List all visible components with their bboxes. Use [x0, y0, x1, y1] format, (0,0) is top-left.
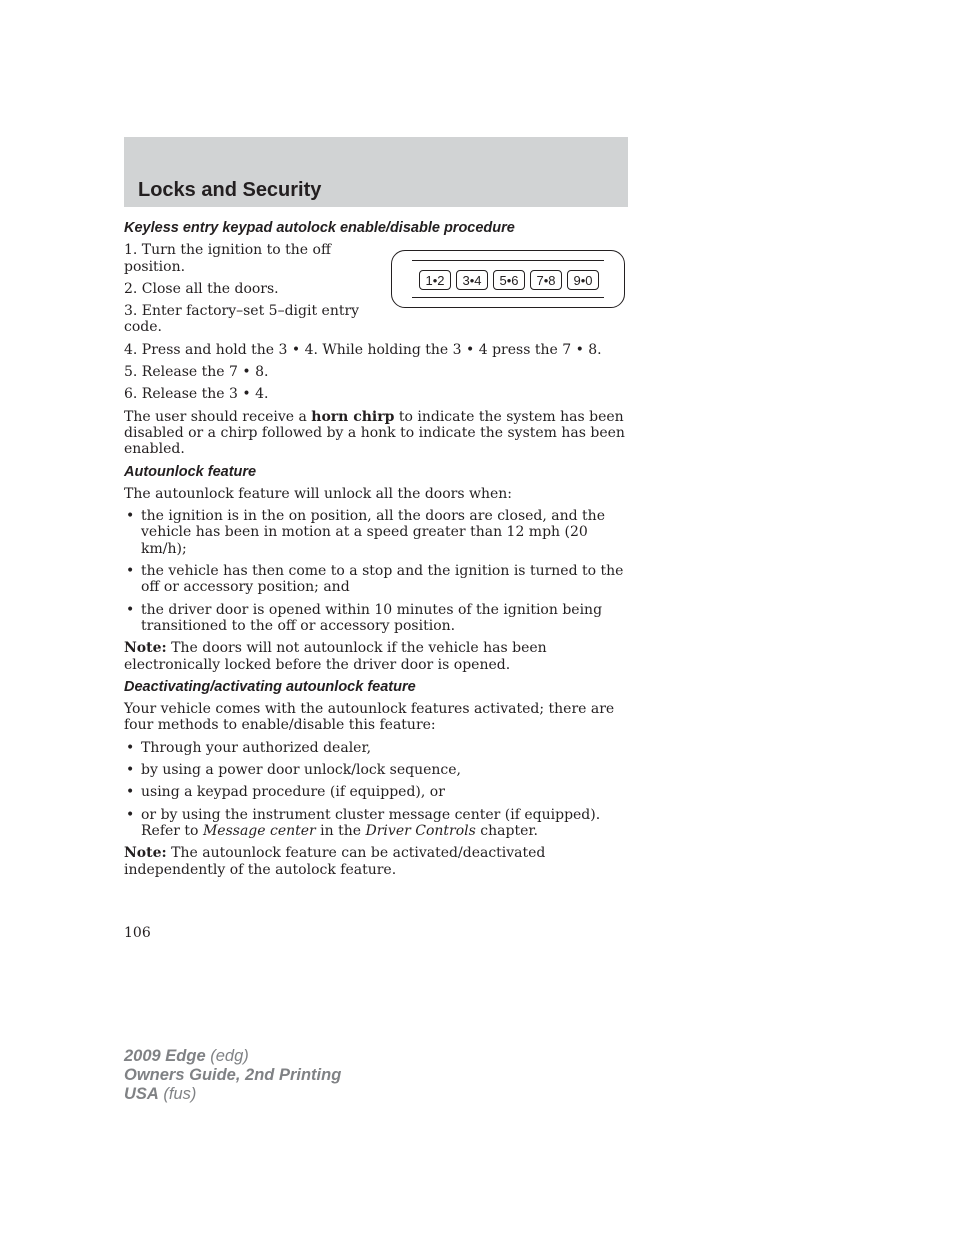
autounlock-intro: The autounlock feature will unlock all the doors when: — [124, 485, 512, 502]
step-2: 2. Close all the doors. — [124, 280, 279, 297]
autounlock-condition-2: • the vehicle has then come to a stop and the ignition is turned to the off or accessory position; and — [124, 563, 628, 596]
step-3: 3. Enter factory–set 5–digit entry code. — [124, 303, 360, 336]
footer-line-1 — [124, 1047, 341, 1066]
step-6: 6. Release the 3 • 4. — [124, 386, 269, 403]
method-4-mid: in the — [315, 822, 366, 839]
steps-top — [124, 242, 364, 335]
result-text-pre: The user should receive a — [124, 408, 312, 425]
step-1: 1. Turn the ignition to the off position. — [124, 242, 331, 275]
method-4 — [124, 807, 628, 840]
message-center-ref: Message center — [202, 822, 316, 839]
method-2: • by using a power door unlock/lock sequence, — [124, 762, 628, 778]
note-label-2: Note: — [124, 845, 167, 862]
result-text-bold: horn chirp — [311, 408, 395, 425]
note-text: The doors will not autounlock if the vehicle has been electronically locked before the driver door is opened. — [124, 640, 547, 673]
keypad-key-1-2: 1•2 — [419, 270, 451, 290]
method-4-pre: or by using the instrument cluster message center (if equipped). Refer to — [141, 806, 601, 839]
page-number: 106 — [124, 925, 151, 941]
step-5: 5. Release the 7 • 8. — [124, 364, 269, 381]
footer-model: 2009 Edge — [124, 1047, 206, 1065]
autounlock-condition-1: • the ignition is in the on position, all the doors are closed, and the vehicle has been in motion at a speed greater than 12 mph (20 km/h); — [124, 508, 628, 557]
keypad-key-5-6: 5•6 — [493, 270, 525, 290]
footer-model-code: (edg) — [205, 1047, 249, 1065]
footer — [124, 1047, 341, 1104]
autounlock-condition-3: • the driver door is opened within 10 minutes of the ignition being transitioned to the off or accessory position. — [124, 602, 628, 635]
method-4-post: chapter. — [475, 822, 538, 839]
section-heading-autounlock: Autounlock feature — [124, 463, 257, 480]
result-paragraph — [124, 409, 628, 458]
section-heading-autolock: Keyless entry keypad autolock enable/disable procedure — [124, 220, 515, 236]
deactivating-note — [124, 845, 628, 878]
driver-controls-ref: Driver Controls — [365, 822, 476, 839]
footer-market: USA — [124, 1085, 159, 1103]
step-4: 4. Press and hold the 3 • 4. While holding the 3 • 4 press the 7 • 8. — [124, 341, 602, 358]
keypad-key-7-8: 7•8 — [530, 270, 562, 290]
page-title: Locks and Security — [138, 179, 322, 201]
header-band — [124, 137, 628, 207]
footer-guide: Owners Guide, 2nd Printing — [124, 1066, 342, 1084]
method-3: • using a keypad procedure (if equipped), or — [124, 784, 628, 800]
keypad-key-3-4: 3•4 — [456, 270, 488, 290]
deactivating-intro: Your vehicle comes with the autounlock features activated; there are four methods to enable/disable this feature: — [124, 701, 615, 734]
autounlock-note — [124, 640, 628, 673]
keypad-key-9-0: 9•0 — [567, 270, 599, 290]
method-1: • Through your authorized dealer, — [124, 740, 628, 756]
footer-line-3 — [124, 1085, 341, 1104]
footer-line-2 — [124, 1066, 341, 1085]
note-text-2: The autounlock feature can be activated/deactivated independently of the autolock feature. — [124, 845, 546, 878]
section-heading-deactivating: Deactivating/activating autounlock feature — [124, 678, 416, 695]
result-text-post: to indicate the system has been disabled or a chirp followed by a honk to indicate the system has been enabled. — [124, 408, 625, 458]
footer-market-code: (fus) — [158, 1085, 197, 1103]
note-label: Note: — [124, 640, 167, 657]
page-content — [124, 220, 628, 884]
